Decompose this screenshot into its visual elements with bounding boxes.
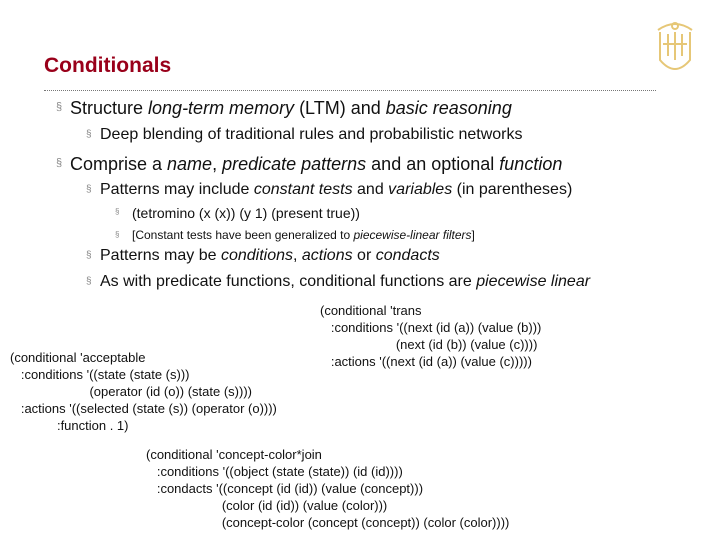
subbullet-patterns-include: § Patterns may include constant tests and variables (in parentheses) bbox=[86, 181, 573, 198]
code-conditional-acceptable: (conditional 'acceptable :conditions '((state (state (s))) (operator (id (o)) (state (s)))) :actions '((selected (state (s)) (operator (o)))) :function . 1) bbox=[10, 350, 277, 433]
subsubbullet-tetromino: § (tetromino (x (x)) (y 1) (present true)) bbox=[115, 205, 360, 221]
title-divider bbox=[44, 90, 656, 91]
bullet-marker: § bbox=[115, 230, 120, 239]
bullet-marker: § bbox=[56, 101, 63, 113]
code-conditional-concept-color: (conditional 'concept-color*join :conditions '((object (state (state)) (id (id)))) :condacts '((concept (id (id)) (value (concept))) (color (id (id)) (value (color))) (concept-color (concept (concept)) (color (color)))) bbox=[146, 447, 510, 530]
bullet-ltm-structure: § Structure long-term memory (LTM) and basic reasoning bbox=[56, 98, 512, 118]
slide-title: Conditionals bbox=[44, 54, 172, 77]
code-conditional-trans: (conditional 'trans :conditions '((next (id (a)) (value (b))) (next (id (b)) (value (c)))) :actions '((next (id (a)) (value (c))))) bbox=[320, 303, 542, 369]
bullet-marker: § bbox=[86, 184, 92, 195]
subbullet-deep-blending: § Deep blending of traditional rules and probabilistic networks bbox=[86, 126, 523, 143]
university-seal-logo-icon bbox=[654, 16, 696, 80]
bullet-comprise: § Comprise a name, predicate patterns and an optional function bbox=[56, 154, 563, 174]
bullet-marker: § bbox=[56, 157, 63, 169]
subbullet-piecewise-linear: § As with predicate functions, conditional functions are piecewise linear bbox=[86, 273, 591, 290]
bullet-marker: § bbox=[86, 129, 92, 140]
subbullet-patterns-may-be: § Patterns may be conditions, actions or condacts bbox=[86, 247, 440, 264]
bullet-marker: § bbox=[115, 207, 120, 216]
bullet-marker: § bbox=[86, 250, 92, 261]
bullet-marker: § bbox=[86, 276, 92, 287]
subsubbullet-constant-tests: § [Constant tests have been generalized to piecewise-linear filters] bbox=[115, 228, 475, 242]
